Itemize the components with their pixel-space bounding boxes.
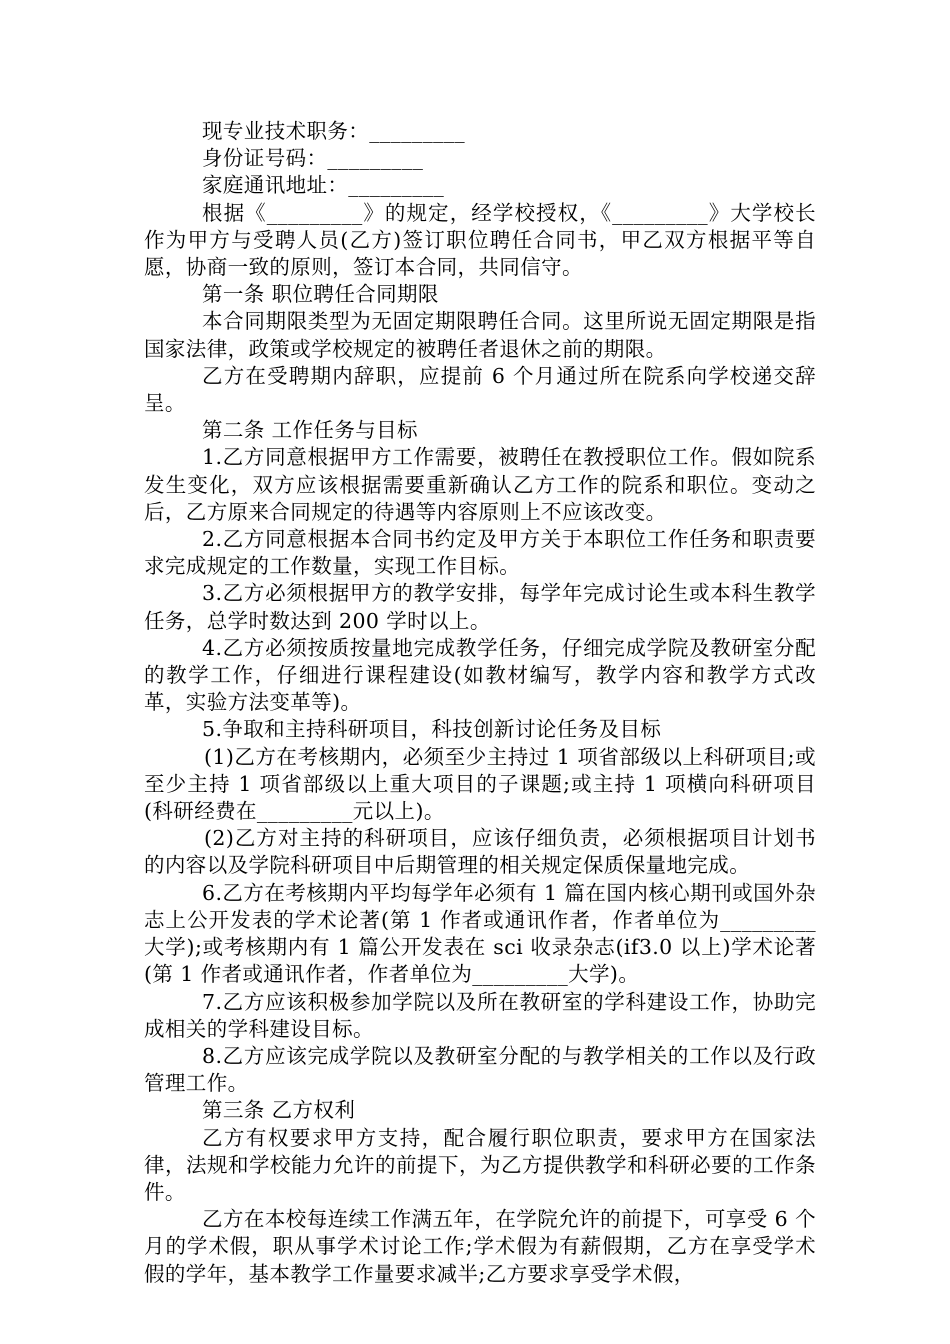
article-2-title: 第二条 工作任务与目标 [202, 418, 418, 443]
intro-paragraph: 根据《_________》的规定，经学校授权，《_________》大学校长作为甲方与受聘人员(乙方)签订职位聘任合同书，甲乙双方根据平等自愿，协商一致的原则，签订本合同，共同信守。 [144, 200, 816, 280]
article-1-paragraph: 乙方在受聘期内辞职，应提前 6 个月通过所在院系向学校递交辞呈。 [144, 363, 816, 416]
field-id-number: 身份证号码：_________ [202, 146, 424, 171]
article-2-item: 4.乙方必须按质按量地完成教学任务，仔细完成学院及教研室分配的教学工作，仔细进行课程建设(如教材编写，教学内容和教学方式改革，实验方法变革等)。 [144, 635, 816, 715]
article-2-subitem: (1)乙方在考核期内，必须至少主持过 1 项省部级以上科研项目;或至少主持 1 项省部级以上重大项目的子课题;或主持 1 项横向科研项目(科研经费在_________元以上)。 [144, 744, 816, 824]
article-2-item: 3.乙方必须根据甲方的教学安排，每学年完成讨论生或本科生教学任务，总学时数达到 200 学时以上。 [144, 581, 816, 633]
article-1-title: 第一条 职位聘任合同期限 [202, 282, 439, 307]
article-2-item: 2.乙方同意根据本合同书约定及甲方关于本职位工作任务和职责要求完成规定的工作数量，实现工作目标。 [144, 527, 816, 579]
field-home-address: 家庭通讯地址：_________ [202, 173, 445, 198]
article-3-paragraph: 乙方在本校每连续工作满五年，在学院允许的前提下，可享受 6 个月的学术假，职从事学术讨论工作;学术假为有薪假期，乙方在享受学术假的学年，基本教学工作量要求减半;乙方要求享受学术假， [144, 1207, 816, 1286]
article-2-item: 1.乙方同意根据甲方工作需要，被聘任在教授职位工作。假如院系发生变化，双方应该根据需要重新确认乙方工作的院系和职位。变动之后，乙方原来合同规定的待遇等内容原则上不应该改变。 [144, 445, 816, 524]
article-2-item: 7.乙方应该积极参加学院以及所在教研室的学科建设工作，协助完成相关的学科建设目标。 [144, 989, 816, 1041]
article-3-paragraph: 乙方有权要求甲方支持，配合履行职位职责，要求甲方在国家法律，法规和学校能力允许的前提下，为乙方提供教学和科研必要的工作条件。 [144, 1125, 816, 1204]
article-2-item: 5.争取和主持科研项目，科技创新讨论任务及目标 [202, 717, 662, 742]
field-position: 现专业技术职务：_________ [202, 119, 466, 143]
document-body [144, 118, 816, 1288]
article-1-paragraph: 本合同期限类型为无固定期限聘任合同。这里所说无固定期限是指国家法律，政策或学校规定的被聘任者退休之前的期限。 [144, 309, 816, 361]
article-2-item: 8.乙方应该完成学院以及教研室分配的与教学相关的工作以及行政管理工作。 [144, 1043, 816, 1096]
article-2-subitem: (2)乙方对主持的科研项目，应该仔细负责，必须根据项目计划书的内容以及学院科研项目中后期管理的相关规定保质保量地完成。 [144, 826, 816, 878]
article-3-title: 第三条 乙方权利 [202, 1098, 356, 1123]
article-2-item: 6.乙方在考核期内平均每学年必须有 1 篇在国内核心期刊或国外杂志上公开发表的学术论著(第 1 作者或通讯作者，作者单位为_________大学);或考核期内有 1 篇公开发表在 sci 收录杂志(if3.0 以上)学术论著(第 1 作者或通讯作者，作者单位为_________大学)。 [144, 880, 816, 987]
